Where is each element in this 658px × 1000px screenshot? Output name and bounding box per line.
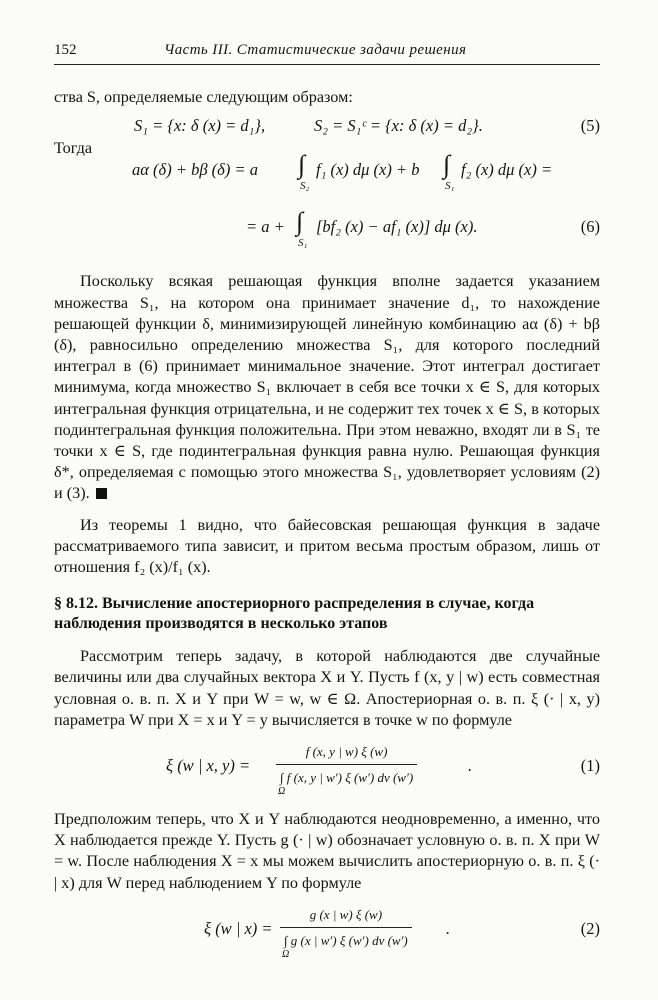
integral-sign: ∫ S₂ [298, 150, 310, 193]
proof-text: Поскольку всякая решающая функция вполне задается указанием множества S₁, на котором она принимает значение d₁, то нахождение решающей функции δ, минимизирующей линейную комбинацию aα (δ) + bβ (δ), равносильно определению множества S₁, для которого последний интеграл в (6) принимает минимальное значение. Этот интеграл достигает минимума, когда множество S₁ включает в себя все точки x ∈ S, для которых интегральная функция отрицательна, и не содержит тех точек x ∈ S, в которых подинтегральная функция положительна. При этом неважно, входят ли в S₁ те точки x ∈ S, где подинтегральная функция равна нулю. Решающая функция δ*, определяемая с помощью этого множества S₁, удовлетворяет условиям (2) и (3). [54, 272, 600, 503]
eq1-numerator: f (x, y | w) ξ (w) [276, 741, 417, 765]
eq1-denominator-text: ∫ f (x, y | w′) ξ (w′) dν (w′) [280, 770, 414, 786]
eq2-period: . [446, 918, 451, 938]
eq2-limit: Ω [282, 948, 290, 960]
eq6-line1-b: f₁ (x) dμ (x) + b [316, 160, 420, 180]
eq1-limit: Ω [278, 786, 286, 798]
eq1-period: . [468, 756, 473, 776]
page [54, 40, 600, 966]
eq6-limit-s2: S₂ [300, 180, 310, 193]
eq2-denominator-text: ∫ g (x | w′) ξ (w′) dν (w′) [284, 932, 408, 948]
eq1-number: (1) [580, 756, 600, 776]
eq1-fraction [276, 741, 417, 798]
eq2-fraction [280, 904, 412, 960]
eq2-number: (2) [580, 918, 600, 938]
eq6-line2-b: [bf₂ (x) − af₁ (x)] dμ (x). [316, 217, 478, 237]
eq5-right: S₂ = S₁ᶜ = {x: δ (x) = d₂}. [314, 116, 483, 136]
equation-6 [54, 150, 600, 263]
integral-sign: ∫ S₁ [443, 150, 455, 193]
eq6-line1-c: f₂ (x) dμ (x) = [461, 160, 553, 180]
eq1-denominator [276, 765, 417, 798]
paragraph-theorem-note: Из теоремы 1 видно, что байесовская решающая функция в задаче рассматриваемого типа зависит, и притом весьма простым образом, лишь от отношения f₂ (x)/f₁ (x). [54, 515, 600, 577]
qed-square-icon [96, 488, 107, 499]
paragraph-intro: ства S, определяемые следующим образом: [54, 88, 353, 106]
page-number: 152 [54, 42, 77, 58]
eq1-lhs: ξ (w | x, y) = [166, 756, 251, 776]
paragraph-togda: Тогда [54, 139, 93, 158]
equation-2 [54, 902, 600, 966]
running-title: Часть III. Статистические задачи решения [164, 42, 467, 58]
integral-sign: ∫ S₁ [296, 207, 308, 250]
paragraph-sequential: Предположим теперь, что X и Y наблюдаются неодновременно, а именно, что X наблюдается прежде Y. Пусть g (· | w) обозначает условную о. в. п. X при W = w. После наблюдения X = x мы можем вычислить апостериорную о. в. п. ξ (· | x) для W перед наблюдением Y по формуле [54, 810, 600, 892]
eq6-limit-s1-a: S₁ [445, 180, 455, 193]
eq5-number: (5) [580, 116, 600, 136]
eq2-lhs: ξ (w | x) = [204, 918, 273, 938]
eq6-line1-a: aα (δ) + bβ (δ) = a [132, 160, 258, 180]
paragraph-proof [54, 271, 600, 504]
eq6-limit-s1-b: S₁ [298, 237, 308, 250]
eq5-left: S₁ = {x: δ (x) = d₁}, [134, 116, 266, 136]
eq6-number: (6) [580, 217, 600, 237]
eq2-denominator [280, 928, 412, 960]
equation-1 [54, 737, 600, 801]
eq6-line2-a: = a + [246, 217, 285, 237]
paragraph-setup: Рассмотрим теперь задачу, в которой наблюдаются две случайные величины или два случайных вектора X и Y. Пусть f (x, y | w) есть совместная условная о. в. п. X и Y при W = w, w ∈ Ω. Апостериорная о. в. п. ξ (· | x, y) параметра W при X = x и Y = y вычисляется в точке w по формуле [54, 647, 600, 729]
section-heading: § 8.12. Вычисление апостериорного распределения в случае, когда наблюдения производятся в несколько этапов [54, 595, 535, 633]
running-header [54, 40, 600, 65]
eq2-numerator: g (x | w) ξ (w) [280, 904, 412, 928]
equation-5 [54, 112, 600, 138]
